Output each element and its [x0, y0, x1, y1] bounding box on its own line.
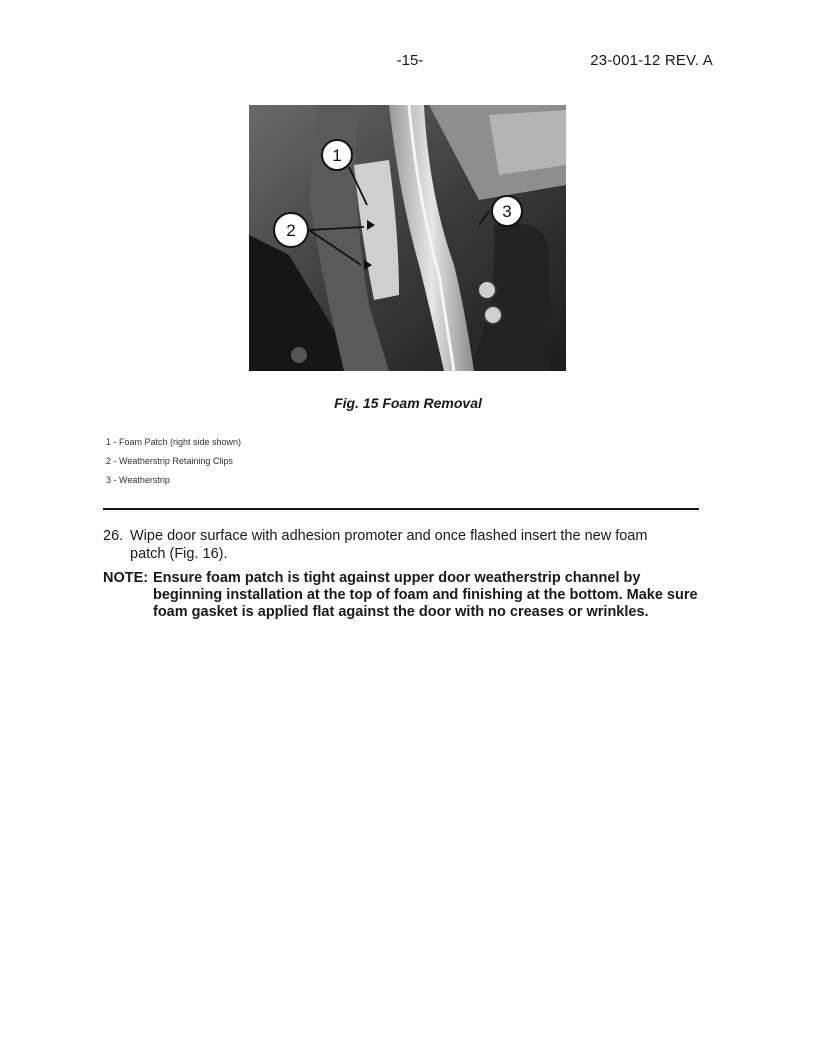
- document-id: 23-001-12 REV. A: [590, 52, 713, 69]
- installation-note: [103, 570, 713, 621]
- instruction-step-26: [103, 527, 683, 563]
- figure-legend: [106, 436, 241, 493]
- legend-item-weatherstrip: 3 - Weatherstrip: [106, 475, 170, 485]
- section-divider: [103, 508, 699, 510]
- svg-text:2: 2: [286, 221, 296, 240]
- svg-text:3: 3: [502, 202, 512, 221]
- step-number: 26.: [103, 528, 124, 544]
- page-number: -15-: [396, 52, 424, 69]
- legend-item-retaining-clips: 2 - Weatherstrip Retaining Clips: [106, 456, 233, 466]
- callout-3: [492, 196, 522, 226]
- note-label: NOTE:: [103, 570, 149, 586]
- figure-caption: Fig. 15 Foam Removal: [334, 395, 482, 411]
- note-text: Ensure foam patch is tight against upper door weatherstrip channel by beginning installation at the top of foam and finishing at the bottom. Make sure foam gasket is applied flat against the door with no creases or wrinkles.: [153, 570, 698, 620]
- legend-item-foam-patch: 1 - Foam Patch (right side shown): [106, 437, 242, 447]
- foam-removal-photo: [249, 105, 566, 371]
- step-text: Wipe door surface with adhesion promoter and once flashed insert the new foam patch (Fig. 16).: [130, 528, 648, 562]
- callout-1: [322, 140, 352, 170]
- callout-2: [274, 213, 308, 247]
- svg-text:1: 1: [332, 146, 342, 165]
- photo-illustration: [249, 105, 566, 371]
